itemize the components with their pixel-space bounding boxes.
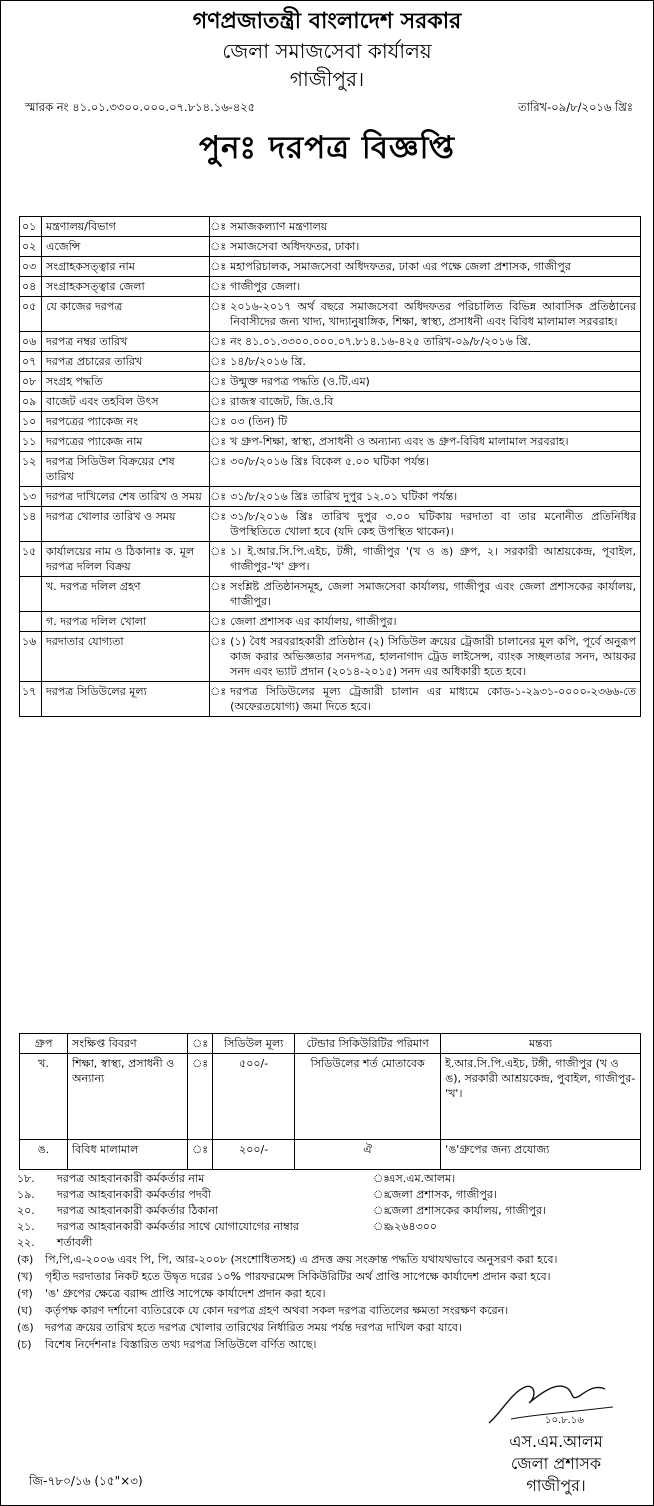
condition-item <box>17 1286 639 1302</box>
publication-code: জি-৭৮০/১৬ (১৫"×৩) <box>29 1474 143 1488</box>
row-label: দরপত্র প্রচারের তারিখ <box>42 352 210 372</box>
memo-number: স্মারক নং ৪১.০১.৩৩০০.০০০.০৭.৮১৪.১৬-৪২৫ <box>25 100 256 114</box>
row-number: ০৭ <box>20 352 42 372</box>
condition-number: (খ) <box>17 1270 33 1283</box>
row-value: দরপত্র সিডিউলের মূল্য ট্রেজারী চালান এর মাধ্যমে কোড-১-২৯৩১-০০০০-২৩৬৬-তে (অফেরতযোগ্য) জমা দিতে হবে। <box>226 682 640 717</box>
row-value: রাজস্ব বাজেট, জি.ও.বি <box>226 392 640 412</box>
officer-value: জেলা প্রশাসকের কার্যালয়, গাজীপুর। <box>387 1204 546 1217</box>
row-label: সংগ্রাহকসত্ত্বার নাম <box>42 257 210 277</box>
row-value: জেলা প্রশাসক এর কার্যালয়, গাজীপুর। <box>226 612 640 632</box>
package-header-security: টেন্ডার সিকিউরিটির পরিমাণ <box>295 1034 441 1054</box>
condition-item <box>17 1337 639 1353</box>
condition-text: গৃহীত দরদাতার নিকট হতে উদ্বৃত দরের ১০% পারফরমেন্স সিকিউরিটির অর্থ প্রাপ্তি সাপেক্ষে কার্যাদেশ প্রদান করা হবে। <box>45 1270 551 1283</box>
row-label: দরপত্র খোলার তারিখ ও সময় <box>42 507 210 542</box>
info-row <box>20 612 641 632</box>
officer-row <box>17 1219 639 1235</box>
row-number: ১০ <box>20 412 42 432</box>
officer-row <box>17 1171 639 1187</box>
signatory-name: এস.এম.আলম <box>509 1432 603 1451</box>
condition-item <box>17 1303 639 1319</box>
officer-label: দরপত্র আহবানকারী কর্মকর্তার পদবী <box>57 1188 211 1201</box>
info-row <box>20 237 641 257</box>
condition-number: (ক) <box>17 1253 34 1266</box>
row-value: ৩১/৮/২০১৬ খ্রিঃ তারিখ দুপুর ৩.০০ ঘটিকায় দরদাতা বা তার মনোনীত প্রতিনিধির উপস্থিতিতে খোলা হবে (যদি কেহ উপস্থিত থাকেন)। <box>226 507 640 542</box>
row-value: নং ৪১.০১.৩৩০০.০০০.০৭.৮১৪.১৬-৪২৫ তারিখ-০৯/৮/২০১৬ খ্রি. <box>226 332 640 352</box>
package-desc: বিবিধ মালামাল <box>68 1140 188 1170</box>
officer-colon: ঃ <box>373 1204 390 1217</box>
row-number: ১৬ <box>20 632 42 682</box>
package-header-colon: ঃ <box>188 1034 213 1054</box>
row-value: সমাজসেবা অধিদফতর, ঢাকা। <box>226 237 640 257</box>
officer-colon: ঃ <box>373 1188 390 1201</box>
condition-text: পি,পি,এ-২০০৬ এবং পি, পি, আর-২০০৮ (সংশোধিতসহ) এ প্রদত্ত ক্রয় সংক্রান্ত পদ্ধতি যথাযথভাবে অনুসরণ করা হবে। <box>45 1253 558 1266</box>
row-label: সংগ্রহ পদ্ধতি <box>42 372 210 392</box>
row-value: ০৩ (তিন) টি <box>226 412 640 432</box>
package-price: ৫০০/- <box>213 1054 295 1140</box>
officer-label: দরপত্র আহবানকারী কর্মকর্তার সাথে যোগাযোগের নাম্বার <box>57 1220 299 1233</box>
info-row <box>20 217 641 237</box>
package-colon: ঃ <box>188 1054 213 1140</box>
condition-text: দরপত্র ক্রয়ের তারিখ হতে দরপত্র খোলার তারিখের নির্ধারিত সময় পর্যন্ত দরপত্র দাখিল করা যাবে। <box>45 1321 462 1334</box>
row-label: এজেন্সি <box>42 237 210 257</box>
condition-text: বিশেষ নির্দেশনাঃ বিস্তারিত তথ্য দরপত্র সিডিউলে বর্ণিত আছে। <box>45 1338 317 1351</box>
signatory-title: জেলা প্রশাসক <box>510 1454 602 1473</box>
row-number: ০২ <box>20 237 42 257</box>
package-price: ২০০/- <box>213 1140 295 1170</box>
package-row <box>20 1054 641 1140</box>
condition-number: (ঙ) <box>17 1321 34 1334</box>
row-number: ০৬ <box>20 332 42 352</box>
row-colon: ঃ <box>210 237 227 257</box>
info-row <box>20 632 641 682</box>
row-label: খ. দরপত্র দলিল গ্রহণ <box>42 577 210 612</box>
row-value: ১। ই.আর.সি.পি.এইচ, টঙ্গী, গাজীপুর '(খ ও ঙ) গ্রুপ, ২। সরকারী আশ্রয়কেন্দ্র, পূবাইল, গাজীপুর-'খ' গ্রুপ। <box>226 542 640 577</box>
conditions-heading <box>17 1235 639 1251</box>
officer-number: ২০. <box>17 1204 35 1217</box>
info-row <box>20 297 641 332</box>
row-value: ১৪/৮/২০১৬ খ্রি. <box>226 352 640 372</box>
row-label: দরপত্র সিডিউল বিক্রয়ের শেষ তারিখ <box>42 452 210 487</box>
info-row <box>20 432 641 452</box>
officer-number: ২১. <box>17 1220 35 1233</box>
officer-colon: ঃ <box>373 1220 390 1233</box>
row-number <box>20 612 42 632</box>
row-number: ১৫ <box>20 542 42 577</box>
condition-item <box>17 1320 639 1336</box>
row-colon: ঃ <box>210 542 227 577</box>
package-header-row <box>20 1034 641 1054</box>
row-colon: ঃ <box>210 372 227 392</box>
info-row <box>20 277 641 297</box>
row-number: ১২ <box>20 452 42 487</box>
row-colon: ঃ <box>210 577 227 612</box>
package-header-desc: সংক্ষিপ্ত বিবরণ <box>68 1034 188 1054</box>
condition-text: কর্তৃপক্ষ কারণ দর্শানো ব্যতিরেকে যে কোন দরপত্র গ্রহণ অথবা সকল দরপত্র বাতিলের ক্ষমতা সংরক্ষণ করেন। <box>45 1304 509 1317</box>
header-office: জেলা সমাজসেবা কার্যালয় <box>222 39 432 63</box>
row-number <box>20 577 42 612</box>
row-label: দরদাতার যোগ্যতা <box>42 632 210 682</box>
conditions-label: শর্তাবলী <box>57 1236 93 1249</box>
row-colon: ঃ <box>210 297 227 332</box>
signature-mark <box>481 1373 621 1431</box>
condition-number: (চ) <box>17 1338 32 1351</box>
row-number: ০৫ <box>20 297 42 332</box>
info-row <box>20 487 641 507</box>
package-header-price: সিডিউল মূল্য <box>213 1034 295 1054</box>
row-number: ১৭ <box>20 682 42 717</box>
conditions-list <box>17 1252 639 1353</box>
row-number: ০৮ <box>20 372 42 392</box>
row-value: সমাজকল্যাণ মন্ত্রণালয় <box>226 217 640 237</box>
row-number: ০৯ <box>20 392 42 412</box>
row-colon: ঃ <box>210 682 227 717</box>
package-group: ঙ. <box>20 1140 68 1170</box>
info-row <box>20 352 641 372</box>
row-value: ৩০/৮/২০১৬ খ্রিঃ বিকেল ৫.০০ ঘটিকা পর্যন্ত। <box>226 452 640 487</box>
officer-number: ১৯. <box>17 1188 35 1201</box>
row-value: (১) বৈধ সরবরাহকারী প্রতিষ্ঠান (২) সিডিউল ক্রয়ের ট্রেজারী চালানের মূল কপি, পূর্বে অনুরূপ কাজ করার অভিজ্ঞতার সনদপত্র, হালনাগাদ ট্রেড লাইসেন্স, ব্যাংক সচ্ছলতার সনদ, আয়কর সনদ এবং ভ্যাট প্রদান (২০১৪-২০১৫) সনদ এর অধিকারী হতে হবে। <box>226 632 640 682</box>
row-colon: ঃ <box>210 257 227 277</box>
signatory-place: গাজীপুর। <box>526 1476 586 1495</box>
row-label: দরপত্রের প্যাকেজ নাম <box>42 432 210 452</box>
row-label: গ. দরপত্র দলিল খোলা <box>42 612 210 632</box>
row-number: ১১ <box>20 432 42 452</box>
signatory-block <box>471 1431 641 1497</box>
row-number: ০১ <box>20 217 42 237</box>
footer-section <box>17 1171 639 1353</box>
package-header-remark: মন্তব্য <box>441 1034 641 1054</box>
row-colon: ঃ <box>210 217 227 237</box>
row-colon: ঃ <box>210 632 227 682</box>
condition-number: (ঘ) <box>17 1304 33 1317</box>
officer-value: এস.এম.আলম। <box>387 1172 456 1185</box>
condition-item <box>17 1252 639 1268</box>
header-government: গণপ্রজাতন্ত্রী বাংলাদেশ সরকার <box>192 9 462 34</box>
row-number: ১৪ <box>20 507 42 542</box>
officer-row <box>17 1203 639 1219</box>
row-label: দরপত্রের প্যাকেজ নং <box>42 412 210 432</box>
header <box>1 1 653 93</box>
officer-value: জেলা প্রশাসক, গাজীপুর। <box>387 1188 497 1201</box>
row-colon: ঃ <box>210 487 227 507</box>
package-security: সিডিউলের শর্ত মোতাবেক <box>295 1054 441 1140</box>
info-row <box>20 332 641 352</box>
row-colon: ঃ <box>210 412 227 432</box>
officer-value: ৯২৬৪৩০০ <box>387 1220 438 1233</box>
info-row <box>20 507 641 542</box>
info-row <box>20 682 641 717</box>
officer-label: দরপত্র আহবানকারী কর্মকর্তার ঠিকানা <box>57 1204 219 1217</box>
row-value: খ গ্রুপ-শিক্ষা, স্বাস্থ্য, প্রসাধনী ও অন্যান্য এবং ঙ গ্রুপ-বিবিধ মালামাল সরবরাহ। <box>226 432 640 452</box>
row-number: ০৪ <box>20 277 42 297</box>
header-district: গাজীপুর। <box>289 67 365 91</box>
package-desc: শিক্ষা, স্বাস্থ্য, প্রসাধনী ও অন্যান্য <box>68 1054 188 1140</box>
row-colon: ঃ <box>210 277 227 297</box>
row-label: সংগ্রাহকসত্ত্বার জেলা <box>42 277 210 297</box>
row-value: উন্মুক্ত দরপত্র পদ্ধতি (ও.টি.এম) <box>226 372 640 392</box>
row-label: কার্যালয়ের নাম ও ঠিকানাঃ ক. মূল দরপত্র দলিল বিক্রয় <box>42 542 210 577</box>
info-row <box>20 577 641 612</box>
package-security: ঐ <box>295 1140 441 1170</box>
info-row <box>20 452 641 487</box>
row-value: মহাপরিচালক, সমাজসেবা অধিদফতর, ঢাকা এর পক্ষে জেলা প্রশাসক, গাজীপুর <box>226 257 640 277</box>
officer-colon: ঃ <box>373 1172 390 1185</box>
row-label: বাজেট এবং তহবিল উৎস <box>42 392 210 412</box>
row-colon: ঃ <box>210 507 227 542</box>
package-remark: 'ঙ'গ্রুপের জন্য প্রযোজ্য <box>441 1140 641 1170</box>
tender-info-table <box>19 216 641 717</box>
memo-date: তারিখ-০৯/৮/২০১৬ খ্রিঃ <box>518 100 633 114</box>
page-title: পুনঃ দরপত্র বিজ্ঞপ্তি <box>199 130 455 166</box>
condition-item <box>17 1269 639 1285</box>
row-number: ০৩ <box>20 257 42 277</box>
row-colon: ঃ <box>210 352 227 372</box>
info-row <box>20 412 641 432</box>
info-row <box>20 257 641 277</box>
row-label: মন্ত্রণালয়/বিভাগ <box>42 217 210 237</box>
officer-label: দরপত্র আহবানকারী কর্মকর্তার নাম <box>57 1172 205 1185</box>
package-table <box>19 1033 641 1170</box>
conditions-number: ২২. <box>17 1236 35 1249</box>
info-row <box>20 392 641 412</box>
condition-number: (গ) <box>17 1287 33 1300</box>
memo-row <box>1 93 653 118</box>
package-group: খ. <box>20 1054 68 1140</box>
row-colon: ঃ <box>210 432 227 452</box>
package-remark: ই.আর.সি.পি.এইচ, টঙ্গী, গাজীপুর (খ ও ঙ), সরকারী আশ্রয়কেন্দ্র, পুবাইল, গাজীপুর-'খ'। <box>441 1054 641 1140</box>
row-value: ৩১/৮/২০১৬ খ্রিঃ তারিখ দুপুর ১২.০১ ঘটিকা পর্যন্ত। <box>226 487 640 507</box>
info-row <box>20 542 641 577</box>
condition-text: 'ঙ' গ্রুপের ক্ষেত্রে বরাদ্দ প্রাপ্তি সাপেক্ষে কার্যাদেশ প্রদান করা হবে। <box>45 1287 326 1300</box>
officer-number: ১৮. <box>17 1172 35 1185</box>
info-row <box>20 372 641 392</box>
row-value: গাজীপুর জেলা। <box>226 277 640 297</box>
package-row <box>20 1140 641 1170</box>
officer-row <box>17 1187 639 1203</box>
signature-date: ১০.৮.১৬ <box>545 1415 584 1426</box>
row-value: ২০১৬-২০১৭ অর্থ বছরে সমাজসেবা অধিদফতর পরিচালিত বিভিন্ন আবাসিক প্রতিষ্ঠানের নিবাসীদের জন্য খাদ্য, খাদ্যানুষাঙ্গিক, শিক্ষা, স্বাস্থ্য, প্রসাধনী এবং বিবিধ মালামাল সরবরাহ। <box>226 297 640 332</box>
row-label: যে কাজের দরপত্র <box>42 297 210 332</box>
row-colon: ঃ <box>210 332 227 352</box>
row-label: দরপত্র সিডিউলের মূল্য <box>42 682 210 717</box>
row-colon: ঃ <box>210 612 227 632</box>
row-value: সংশ্লিষ্ট প্রতিষ্ঠানসমূহ, জেলা সমাজসেবা কার্যালয়, গাজীপুর এবং জেলা প্রশাসকের কার্যালয়, গাজীপুর। <box>226 577 640 612</box>
package-colon: ঃ <box>188 1140 213 1170</box>
row-number: ১৩ <box>20 487 42 507</box>
row-colon: ঃ <box>210 452 227 487</box>
package-header-group: গ্রুপ <box>20 1034 68 1054</box>
row-label: দরপত্র নম্বর তারিখ <box>42 332 210 352</box>
row-label: দরপত্র দাখিলের শেষ তারিখ ও সময় <box>42 487 210 507</box>
row-colon: ঃ <box>210 392 227 412</box>
